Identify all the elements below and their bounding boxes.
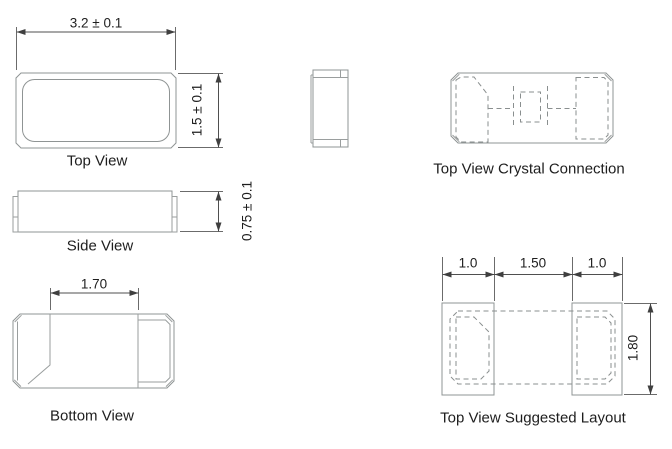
top-view-label: Top View <box>66 152 128 170</box>
side-view-height-dimension <box>180 181 255 241</box>
side-view <box>13 181 255 254</box>
top-view-height-dimension <box>178 74 223 148</box>
bottom-view-gap-dimension <box>51 277 139 311</box>
end-view-body-outline <box>313 70 348 147</box>
side-view-label: Side View <box>66 237 134 255</box>
crystal-connection-body-outline <box>451 73 613 143</box>
top-view <box>16 16 223 170</box>
end-view <box>311 70 348 147</box>
top-view-width-dim-text: 3.2 ± 0.1 <box>69 15 123 31</box>
bottom-view-label: Bottom View <box>50 407 134 425</box>
bottom-view-right-pad <box>138 314 170 388</box>
layout-height-dimension <box>624 304 657 395</box>
top-view-height-dim-text: 1.5 ± 0.1 <box>189 83 205 137</box>
crystal-connection-label: Top View Crystal Connection <box>433 160 625 178</box>
side-view-right-terminal <box>172 197 177 233</box>
layout-package-outline <box>450 311 615 384</box>
layout-height-dim-text: 1.80 <box>625 334 641 362</box>
top-view-width-dimension <box>17 16 176 71</box>
crystal-connection-left-pad <box>456 77 488 142</box>
layout-right-pad-width-text: 1.0 <box>587 255 607 271</box>
layout-left-pad-width-text: 1.0 <box>458 255 478 271</box>
crystal-symbol <box>488 86 576 127</box>
top-view-lid-outline <box>23 80 170 142</box>
bottom-view-left-pad <box>18 314 51 384</box>
bottom-view-body-outline <box>13 314 174 388</box>
top-view-body-outline <box>16 73 176 148</box>
crystal-connection-view <box>433 73 624 178</box>
layout-pad-gap-text: 1.50 <box>519 255 547 271</box>
side-view-body-outline <box>18 191 172 232</box>
suggested-layout-label: Top View Suggested Layout <box>440 409 626 427</box>
side-view-height-dim-text: 0.75 ± 0.1 <box>239 181 255 241</box>
layout-left-electrode <box>456 317 489 379</box>
bottom-view-gap-dim-text: 1.70 <box>80 276 108 292</box>
suggested-layout-view <box>440 256 657 427</box>
layout-right-electrode <box>577 317 611 379</box>
side-view-left-terminal <box>13 197 18 233</box>
bottom-view <box>13 277 174 425</box>
crystal-connection-right-pad <box>576 78 608 140</box>
layout-top-dimensions <box>443 256 623 302</box>
